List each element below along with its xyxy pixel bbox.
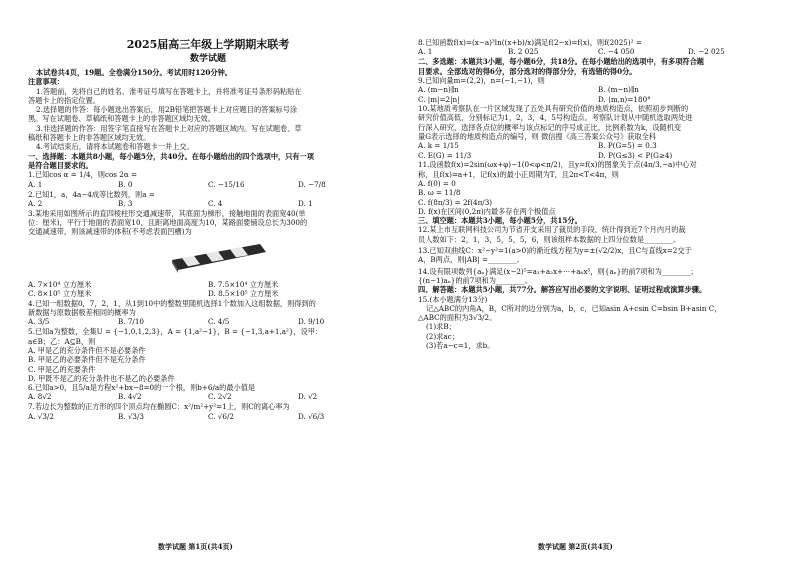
sub-question: (1)求B； bbox=[426, 322, 456, 332]
question-stem: △ABC的面积为3√3/2。 bbox=[418, 313, 497, 323]
option: D. P(G≤3) < P(G≥4) bbox=[598, 150, 673, 160]
section-heading: 是符合题目要求的。 bbox=[28, 160, 93, 170]
page-footer: 数学试题 第2页(共4页) bbox=[538, 542, 613, 551]
note-line: 黑。写在试题卷、草稿纸和答题卡上的非答题区域均无效。 bbox=[28, 114, 215, 124]
question-options bbox=[28, 199, 388, 209]
speed-bump-figure bbox=[168, 240, 268, 274]
note-line: 4.考试结束后，请将本试题卷和答题卡一并上交。 bbox=[36, 142, 194, 152]
question-options bbox=[418, 47, 778, 57]
right-page bbox=[418, 0, 778, 561]
option: A. √3/2 bbox=[28, 411, 54, 421]
question-stem: 2.已知1，a，4a−4成等比数列，则a = bbox=[28, 189, 155, 199]
option: D. 1 bbox=[298, 198, 313, 208]
option: D. ⟨m,n⟩=180° bbox=[598, 94, 651, 104]
option: A. 1 bbox=[28, 179, 43, 189]
left-page bbox=[28, 0, 388, 561]
option: C. |m|=2|n| bbox=[418, 94, 460, 104]
section-heading: 目要求。全部选对的得6分，部分选对的得部分分，有选错的得0分。 bbox=[418, 66, 637, 76]
note-line: 3.非选择题的作答：用签字笔直接写在答题卡上对应的答题区域内。写在试题卷、草 bbox=[36, 123, 302, 133]
question-options bbox=[28, 392, 388, 402]
question-stem: A，B两点，则|AB| =________。 bbox=[418, 255, 524, 265]
option: A. 3/5 bbox=[28, 317, 50, 327]
note-line: 答题卡上的指定位置。 bbox=[28, 95, 100, 105]
option: A. 2 bbox=[28, 198, 43, 208]
note-line: 1.答题前，先将自己的姓名、准考证号填写在答题卡上，并将准考证号条形码粘贴在 bbox=[36, 86, 302, 96]
option: C. f(8π/3) = 2f(4π/3) bbox=[418, 197, 493, 207]
option: D. 甲既不是乙的充分条件也不是乙的必要条件 bbox=[28, 373, 175, 383]
sub-question: (2)求ac； bbox=[426, 331, 459, 341]
page-footer: 数学试题 第1页(共4页) bbox=[158, 542, 233, 551]
question-options bbox=[28, 412, 388, 422]
question-stem: 9.已知向量m=(2,2)，n=(−1,−1)，则 bbox=[418, 75, 545, 85]
notes-title: 注意事项： bbox=[28, 77, 64, 87]
question-stem: 6.已知a>0，且5/a是方程x²+bx−8=0的一个根，则b+6/a的最小值是 bbox=[28, 383, 256, 393]
option: B. 7.5×10⁴ 立方厘米 bbox=[208, 279, 279, 289]
option: C. E(G) = 11/3 bbox=[418, 150, 472, 160]
option: B. 2 025 bbox=[508, 47, 539, 57]
option: B. √3/3 bbox=[118, 411, 144, 421]
note-line: 2.选择题的作答：每小题选出答案后，用2B铅笔把答题卡上对应题目的答案标号涂 bbox=[36, 105, 298, 115]
option: D. 9/10 bbox=[298, 317, 325, 327]
option: C. −15/16 bbox=[208, 179, 245, 189]
question-stem: 新数据与原数据极差相同的概率为 bbox=[28, 308, 136, 318]
option: A. (m−n)∥n bbox=[418, 85, 459, 95]
option: C. √6/2 bbox=[208, 411, 234, 421]
question-stem: 员人数如下：2，1，3，5，5，5，6，则该组样本数据的上四分位数是________。 bbox=[418, 234, 681, 244]
question-stem: 记△ABC的内角A，B，C所对的边分别为a，b，c，已知asin A+csin C=bsin B+asin C， bbox=[426, 303, 722, 313]
question-stem: 12.某上市互联网科技公司为节省开支采用了裁员的手段，统计得到近7个月内月的裁 bbox=[418, 225, 686, 235]
sub-question: (3)若a−c=1，求b。 bbox=[426, 341, 495, 351]
question-options bbox=[418, 141, 778, 160]
question-stem: 量G表示选择的地质构造点的编号，则 微信搜《高三答案公众号》获取全科 bbox=[418, 132, 657, 142]
option: A. k = 1/15 bbox=[418, 141, 459, 151]
option: A. 8√2 bbox=[28, 392, 52, 402]
question-stem: 5.已知a为整数，全集U = {−1,0,1,2,3}，A = {1,a²−1}，B = {−1,3,a+1,a²}，设甲： bbox=[28, 327, 323, 337]
section-heading: 二、多选题：本题共3小题，每小题6分，共18分。在每小题给出的选项中，有多项符合题 bbox=[418, 57, 704, 67]
option: B. (m−n)∥n bbox=[598, 85, 639, 95]
exam-title: 2025届高三年级上学期期末联考 bbox=[126, 38, 290, 51]
question-title: 15.(本小题满分13分) bbox=[418, 294, 488, 304]
section-heading: 一、选择题：本题共8小题，每小题5分，共40分。在每小题给出的四个选项中，只有一项 bbox=[28, 151, 314, 161]
question-stem: a∈B；乙：A⊆B，则 bbox=[28, 336, 96, 346]
question-stem: {(n−1)aₙ}的前7项和为________。 bbox=[418, 275, 532, 285]
option: C. 4/5 bbox=[208, 317, 230, 327]
question-stem: 行深入研究，选择各点位的概率与该点标记的序号成正比，比例系数为k，设随机变 bbox=[418, 122, 682, 132]
option: A. 1 bbox=[418, 47, 433, 57]
section-heading: 三、填空题：本题共3小题，每小题5分，共15分。 bbox=[418, 216, 582, 226]
question-stem: 11.设函数f(x)=2sin(ωx+φ)−1(0<φ<π/2)，且y=f(x)的图象关于点(4π/3,−a)中心对 bbox=[418, 160, 697, 170]
option: D. −2 025 bbox=[688, 47, 725, 57]
exam-intro: 本试卷共4页，19题。全卷满分150分。考试用时120分钟。 bbox=[36, 68, 232, 77]
option: B. 3 bbox=[118, 198, 133, 208]
question-stem: 交通减速带，则该减速带的体积(不考虑表面凹槽)为 bbox=[28, 227, 192, 237]
question-stem: 1.已知cos α = 1/4，则cos 2α = bbox=[28, 170, 138, 180]
option: B. ω = 11/8 bbox=[418, 188, 461, 198]
exam-subtitle: 数学试题 bbox=[189, 54, 226, 64]
option: A. 甲是乙的充分条件但不是必要条件 bbox=[28, 345, 146, 355]
question-options bbox=[28, 280, 388, 299]
question-stem: 10.某地质考察队在一片区域发现了五处具有研究价值的地质构造点，依照初步判断的 bbox=[418, 104, 689, 114]
question-stem: 8.已知函数f(x)=(x−a)³ln((x+b)/x)满足f(2−x)=f(x)，则f(2025)² = bbox=[418, 38, 642, 47]
question-stem: 3.某地采用如图所示的直四棱柱形交通减速带，其底面为梯形，接触地面的表面宽40(单 bbox=[28, 208, 306, 218]
option: B. P(G=5) = 0.3 bbox=[598, 141, 657, 151]
option: C. −4 050 bbox=[598, 47, 635, 57]
option: D. √6/3 bbox=[298, 411, 325, 421]
option: C. 4 bbox=[208, 198, 223, 208]
option: A. 7×10⁴ 立方厘米 bbox=[28, 279, 92, 289]
option: C. 2√2 bbox=[208, 392, 232, 402]
question-options bbox=[28, 180, 388, 190]
question-stem: 13.已知双曲线C：x²−y²=1(a>0)的渐近线方程为y=±(√2/2)x，且C与直线x=2交于 bbox=[418, 246, 692, 256]
section-heading: 四、解答题：本题共5小题，共77分。解答应写出必要的文字说明、证明过程或演算步骤。 bbox=[418, 285, 707, 295]
option: D. −7/8 bbox=[298, 179, 326, 189]
option: B. 7/10 bbox=[118, 317, 144, 327]
question-stem: 研究价值高低，分别标记为1，2，3，4，5号构造点。考察队计划从中随机选取两处进 bbox=[418, 113, 693, 123]
option: D. f(x)在区间(0,2π)内最多存在两个极值点 bbox=[418, 206, 556, 216]
option: B. 4√2 bbox=[118, 392, 142, 402]
option: D. √2 bbox=[298, 392, 318, 402]
question-stem: 称，且f(x)=a+1，记f(x)的最小正周期为T，且2π<T<4π，则 bbox=[418, 169, 619, 179]
question-options bbox=[418, 85, 778, 104]
question-stem: 4.已知一组数据0，7，2，1，从1到10中的整数里随机选择1个数加入这组数据，则得到的 bbox=[28, 298, 316, 308]
note-line: 稿纸和答题卡上的非答题区域均无效。 bbox=[28, 133, 151, 143]
question-options bbox=[28, 317, 388, 327]
option: A. f(0) = 0 bbox=[418, 178, 456, 188]
question-stem: 位：厘米)，平行于地面的表面宽10，且距离地面高度为10，某路面要铺设总长为300的 bbox=[28, 218, 308, 228]
option: B. 0 bbox=[118, 179, 133, 189]
option: B. 甲是乙的必要条件但不是充分条件 bbox=[28, 355, 146, 365]
option: C. 甲是乙的充要条件 bbox=[28, 364, 96, 374]
question-stem: 7.若边长为整数的正方形的四个顶点均在椭圆C：x²/m²+y²=1上，则C的离心率为 bbox=[28, 402, 290, 412]
question-stem: 14.设有限项数列{aₙ}满足(x−2)⁵=a₁+a₂x+⋯+a₆x⁵，则{aₙ}的前7项和为________； bbox=[418, 266, 698, 276]
option: C. 8×10⁵ 立方厘米 bbox=[28, 289, 92, 299]
option: D. 8.5×10⁵ 立方厘米 bbox=[208, 289, 279, 299]
